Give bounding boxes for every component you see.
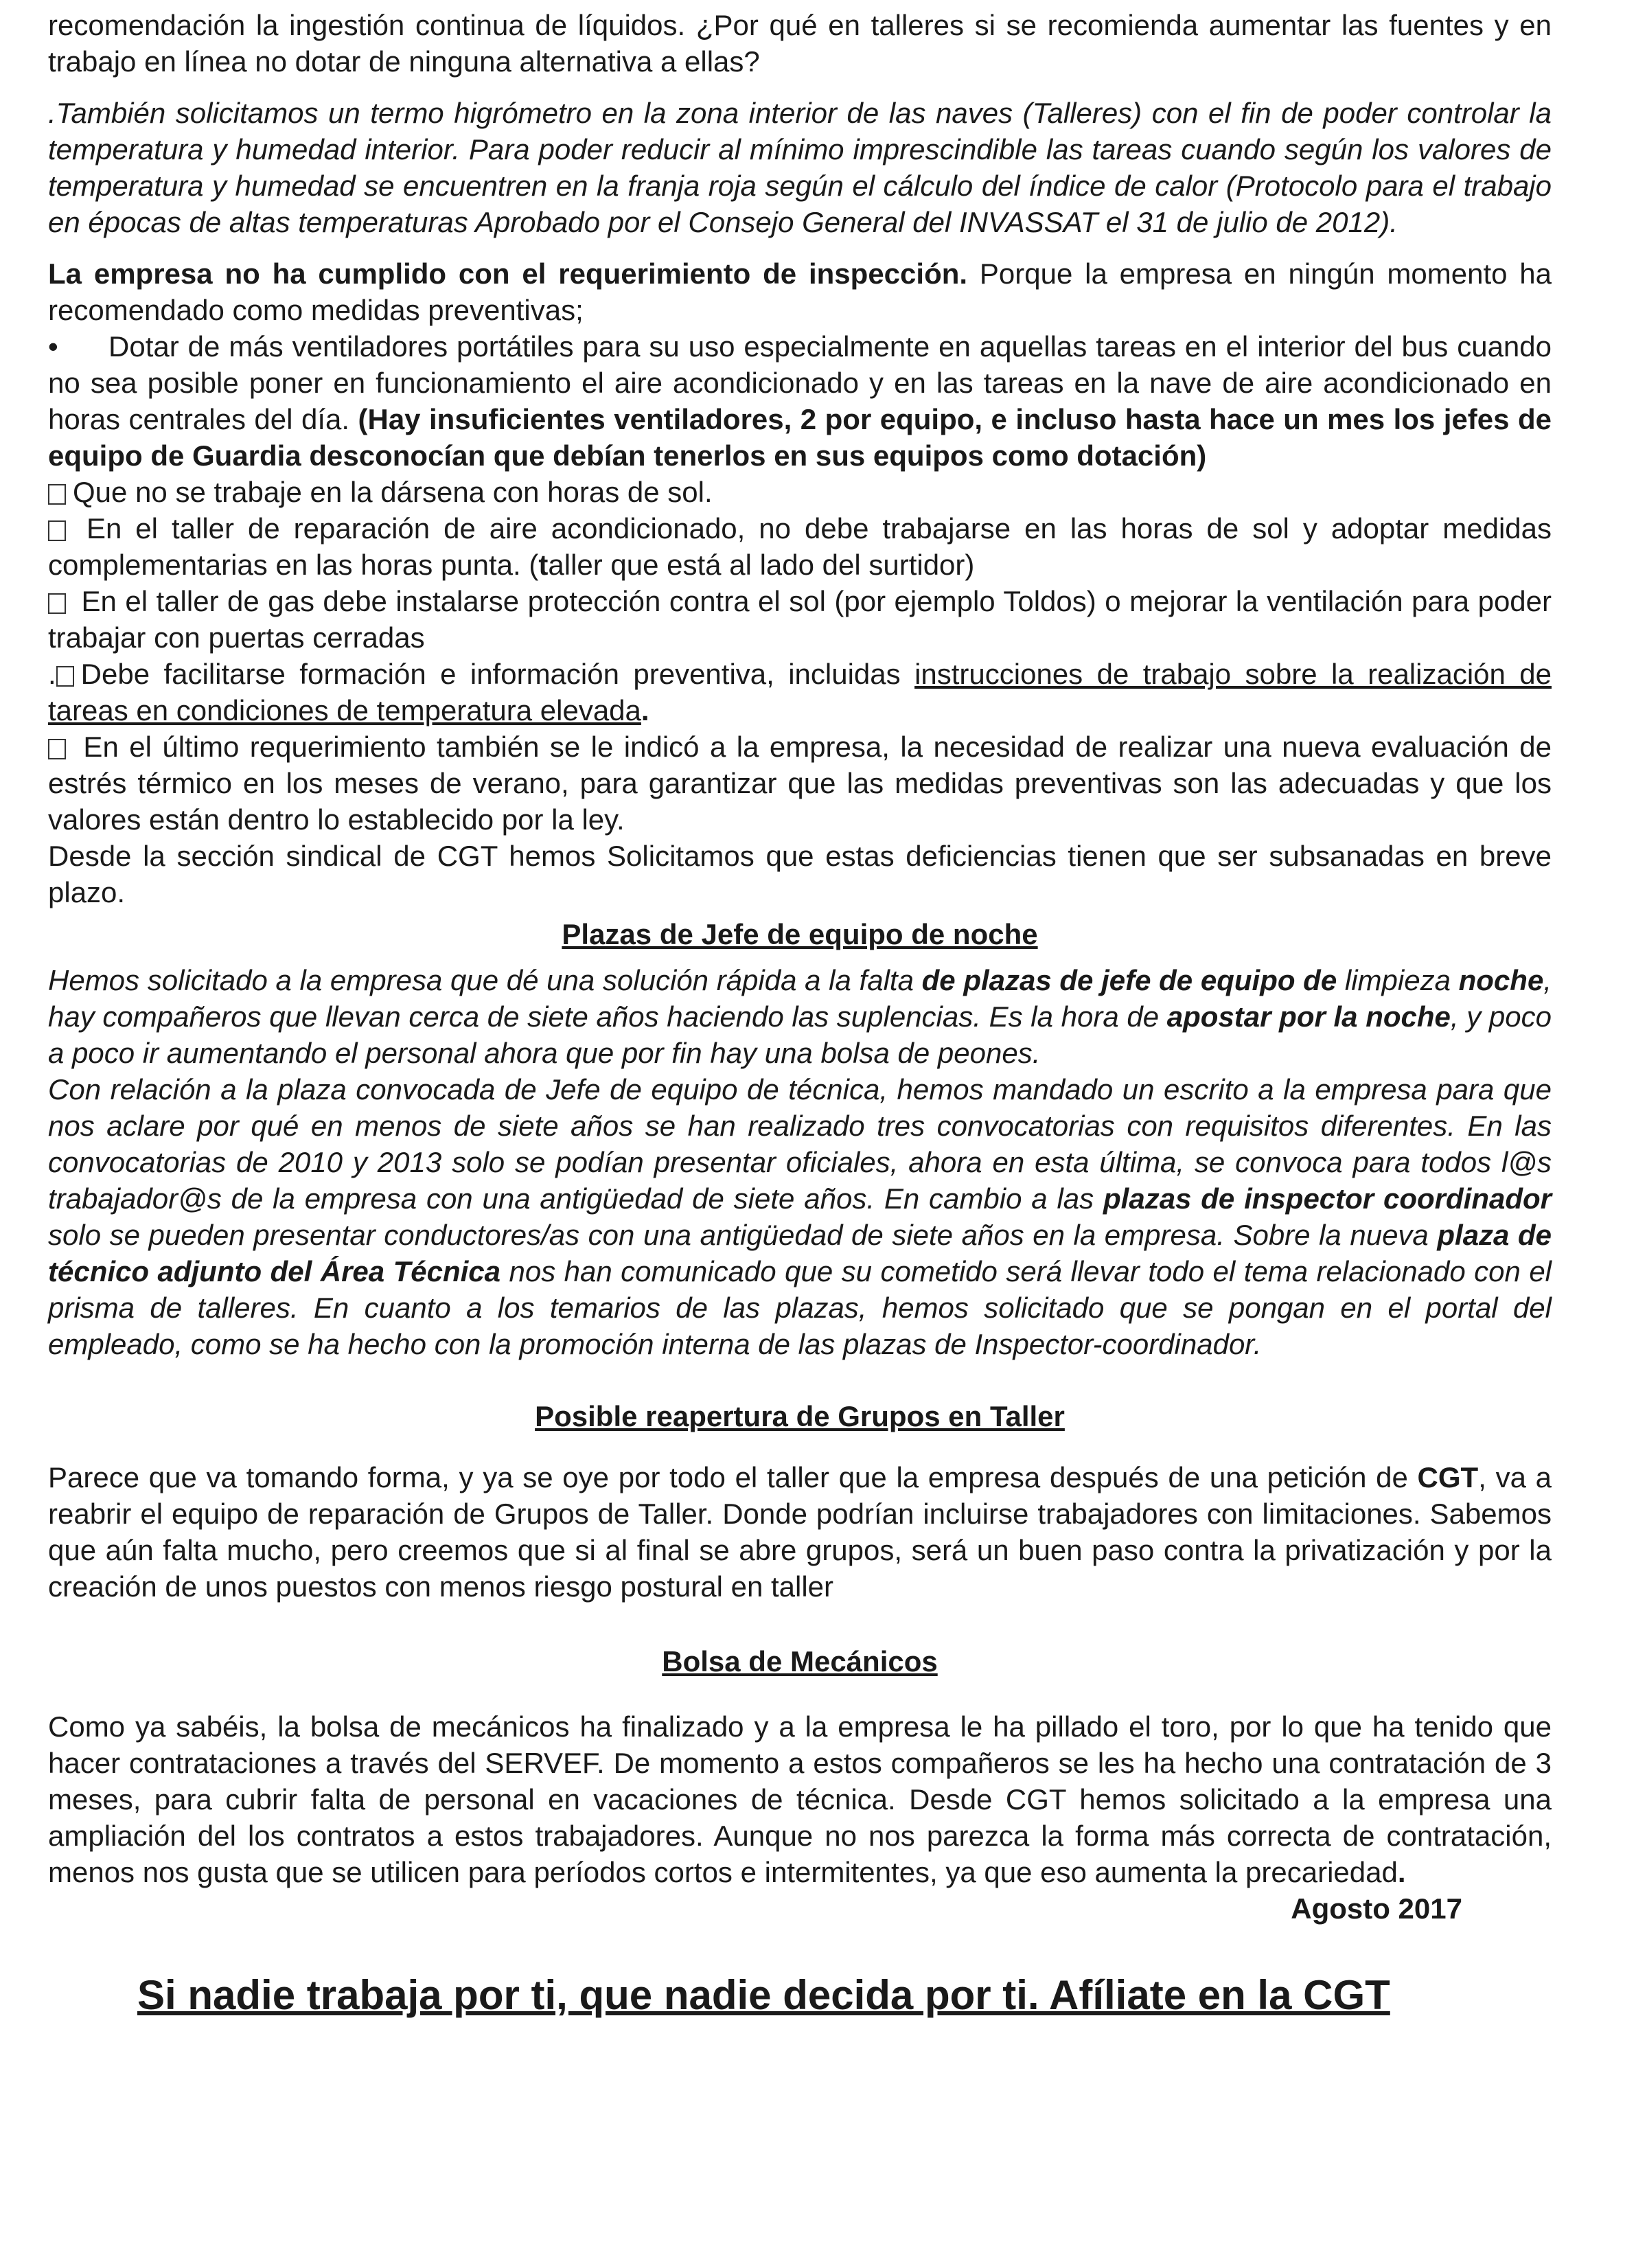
- item-formacion-end: .: [641, 694, 649, 726]
- checkbox-glyph-icon: [48, 739, 66, 759]
- paragraph-thermo-hygrometer: .También solicitamos un termo higrómetro en la zona interior de las naves (Talleres) con el fin de poder controlar la temperatura y humedad interior. Para poder reducir al mínimo imprescindible las tareas cuando según los valores de temperatura y humedad se encuentren en la franja roja según el cálculo del índice de calor (Protocolo para el trabajo en épocas de altas temperaturas Aprobado por el Consejo General del INVASSAT el 31 de julio de 2012).: [48, 97, 1552, 238]
- paragraph-grupos-taller: [48, 1459, 1552, 1605]
- bold-run: plazas de inspector coordinador: [1103, 1182, 1552, 1215]
- text-run: Como ya sabéis, la bolsa de mecánicos ha finalizado y a la empresa le ha pillado el toro, por lo que ha tenido que hacer contrataciones a través del SERVEF. De momento a estos compañeros se les ha hecho una contratación de 3 meses, para cubrir falta de personal en vacaciones de técnica. Desde CGT hemos solicitado a la empresa una ampliación del los contratos a estos trabajadores. Aunque no nos parezca la forma más correcta de contratación, menos nos gusta que se utilicen para períodos cortos e intermitentes, ya que eso aumenta la precariedad: [48, 1710, 1552, 1888]
- bold-run: plaza de técnico adjunto del Área Técnica: [48, 1219, 1552, 1287]
- checkbox-glyph-icon: [56, 666, 74, 687]
- item-gas: [48, 583, 1552, 656]
- paragraph-inspection: [48, 255, 1552, 328]
- item-formacion: [48, 656, 1552, 729]
- heading-bolsa-mecanicos: Bolsa de Mecánicos: [662, 1645, 938, 1677]
- paragraph-bolsa-mecanicos: [48, 1708, 1552, 1925]
- bold-run: noche: [1458, 964, 1544, 996]
- text-run: Con relación a la plaza convocada de Jefe de equipo de técnica, hemos mandado un escrito a la empresa para que nos aclare por qué en menos de siete años se han realizado tres convocatorias con requisitos diferentes. En las convocatorias de 2010 y 2013 solo se podían presentar oficiales, ahora en esta última, se convoca para todos l@s trabajador@s de la empresa con una antigüedad de siete años. En cambio a las: [48, 1073, 1552, 1215]
- footer-slogan-text: Si nadie trabaja por ti, que nadie decida por ti. Afíliate en la CGT: [137, 1972, 1390, 2018]
- bold-run: de plazas de jefe de equipo de: [921, 964, 1337, 996]
- heading-reapertura-grupos: Posible reapertura de Grupos en Taller: [535, 1400, 1065, 1432]
- bullet-icon: •: [48, 330, 58, 363]
- item-aire-bold: t: [538, 549, 549, 581]
- item-evaluacion-text: En el último requerimiento también se le indicó a la empresa, la necesidad de realizar una nueva evaluación de estrés térmico en los meses de verano, para garantizar que las medidas preventivas son las adecuadas y que los valores están dentro lo establecido por la ley.: [48, 731, 1552, 836]
- text-run: , va a reabrir el equipo de reparación de Grupos de Taller. Donde podrían incluirse trabajadores con limitaciones. Sabemos que aún falta mucho, pero creemos que si al final se abre grupos, será un buen paso contra la privatización y por la creación de unos puestos con menos riesgo postural en taller: [48, 1461, 1552, 1603]
- paragraph-jefe-noche: [48, 962, 1552, 1071]
- text-run: , hay compañeros que llevan cerca de siete años haciendo las suplencias. Es la hora de: [48, 964, 1552, 1033]
- text-run: nos han comunicado que su cometido será llevar todo el tema relacionado con el prisma de talleres. En cuanto a los temarios de las plazas, hemos solicitado que se pongan en el portal del empleado, como se ha hecho con la promoción interna de las plazas de Inspector-coordinador.: [48, 1255, 1552, 1360]
- item-formacion-underlined: instrucciones de trabajo sobre la realización de tareas en condiciones de temperatura elevada: [48, 658, 1552, 726]
- footer-slogan: [48, 1971, 1552, 2020]
- date-label: Agosto 2017: [1291, 1892, 1462, 1925]
- item-darsena: [48, 474, 1552, 510]
- document-page: [48, 7, 1552, 2020]
- bullet-fans-text: Dotar de más ventiladores portátiles para su uso especialmente en aquellas tareas en el interior del bus cuando no sea posible poner en funcionamiento el aire acondicionado y en las tareas en la nave de aire acondicionado en horas centrales del día.: [48, 330, 1552, 435]
- item-gas-text: En el taller de gas debe instalarse protección contra el sol (por ejemplo Toldos) o mejorar la ventilación para poder trabajar con puertas cerradas: [48, 585, 1552, 654]
- text-run: Parece que va tomando forma, y ya se oye por todo el taller que la empresa después de una petición de: [48, 1461, 1418, 1493]
- checkbox-glyph-icon: [48, 520, 66, 541]
- heading-plazas-jefe: Plazas de Jefe de equipo de noche: [562, 918, 1038, 950]
- item-evaluacion: [48, 729, 1552, 838]
- bold-run: CGT: [1417, 1461, 1479, 1493]
- text-run: , y poco a poco ir aumentando el personal ahora que por fin hay una bolsa de peones.: [48, 1000, 1552, 1069]
- bold-run: apostar por la noche: [1166, 1000, 1451, 1033]
- item-aire-end: aller que está al lado del surtidor): [548, 549, 975, 581]
- item-aire-text: En el taller de reparación de aire acondicionado, no debe trabajarse en las horas de sol y adoptar medidas complementarias en las horas punta. (: [48, 512, 1552, 581]
- item-formacion-prefix: .: [48, 658, 56, 690]
- bullet-fans-bold: (Hay insuficientes ventiladores, 2 por equipo, e incluso hasta hace un mes los jefes de equipo de Guardia desconocían que debían tenerlos en sus equipos como dotación): [48, 403, 1552, 472]
- checkbox-glyph-icon: [48, 593, 66, 614]
- text-run: limpieza: [1337, 964, 1459, 996]
- checkbox-glyph-icon: [48, 484, 66, 505]
- bold-run: .: [1397, 1856, 1406, 1888]
- inspection-bold: La empresa no ha cumplido con el requerimiento de inspección.: [48, 257, 968, 290]
- paragraph-jefe-tecnica: [48, 1071, 1552, 1362]
- paragraph-liquids: recomendación la ingestión continua de líquidos. ¿Por qué en talleres si se recomienda aumentar las fuentes y en trabajo en línea no dotar de ninguna alternativa a ellas?: [48, 9, 1552, 78]
- paragraph-cgt-request: Desde la sección sindical de CGT hemos Solicitamos que estas deficiencias tienen que ser subsanadas en breve plazo.: [48, 840, 1552, 908]
- item-formacion-text: Debe facilitarse formación e información preventiva, incluidas: [80, 658, 915, 690]
- text-run: Hemos solicitado a la empresa que dé una solución rápida a la falta: [48, 964, 922, 996]
- item-darsena-text: Que no se trabaje en la dársena con horas de sol.: [73, 476, 713, 508]
- bullet-fans: [48, 328, 1552, 474]
- item-aire: [48, 510, 1552, 583]
- text-run: solo se pueden presentar conductores/as con una antigüedad de siete años en la empresa. Sobre la nueva: [48, 1219, 1438, 1251]
- inspection-text: Porque la empresa en ningún momento ha recomendado como medidas preventivas;: [48, 257, 1552, 326]
